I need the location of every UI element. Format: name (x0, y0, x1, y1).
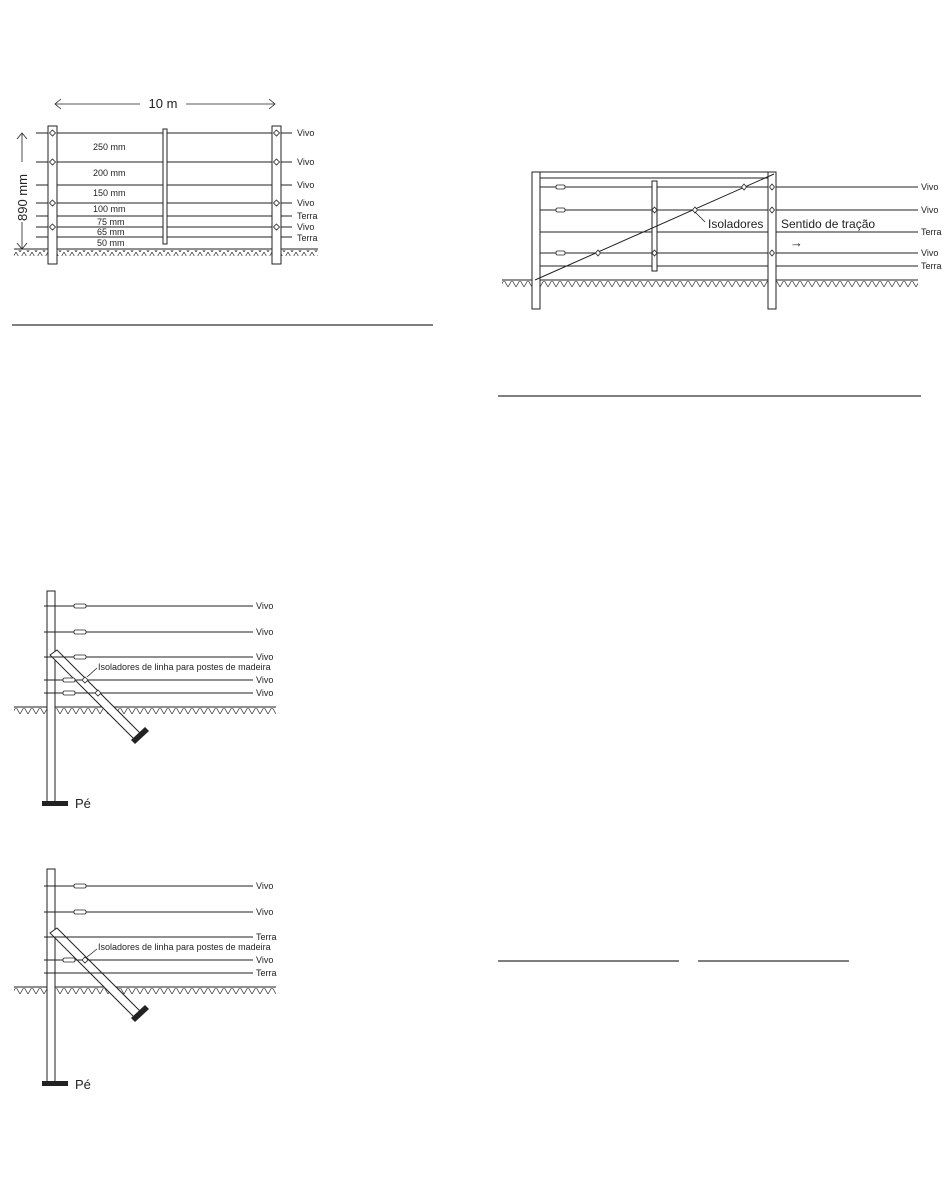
foot-label: Pé (75, 1077, 91, 1092)
end-post-left (48, 126, 57, 264)
wire-label: Terra (297, 233, 318, 243)
wire-label: Vivo (297, 222, 315, 232)
wire-label: Vivo (256, 907, 274, 917)
line-post (47, 591, 55, 802)
dropper-post (163, 129, 167, 244)
line-post (47, 869, 55, 1082)
post-foot (42, 1081, 68, 1086)
wire-label: Vivo (256, 955, 274, 965)
wire-label: Terra (921, 261, 942, 271)
end-post-right (272, 126, 281, 264)
span-label: 10 m (148, 96, 178, 111)
spacing-label: 65 mm (97, 227, 125, 237)
wire-label: Vivo (921, 205, 939, 215)
insulator-callout: Isoladores de linha para postes de madeira (98, 662, 271, 672)
braced-post-diagram-live (14, 591, 276, 811)
spacing-label: 75 mm (97, 217, 125, 227)
foot-label: Pé (75, 796, 91, 811)
strainer-post-right (768, 172, 776, 309)
wire-label: Vivo (256, 601, 274, 611)
wire-label: Vivo (297, 198, 315, 208)
top-rail (540, 172, 768, 178)
strainer-post-left (532, 172, 540, 309)
wire-label: Vivo (921, 182, 939, 192)
direction-label: Sentido de tração (781, 217, 876, 231)
height-label: 890 mm (15, 174, 30, 221)
wire-label: Vivo (297, 180, 315, 190)
wire-label: Terra (921, 227, 942, 237)
braced-post-diagram-earth (14, 869, 277, 1092)
wire-label: Terra (297, 211, 318, 221)
wire-label: Vivo (256, 881, 274, 891)
spacing-label: 200 mm (93, 168, 126, 178)
wire-label: Vivo (297, 157, 315, 167)
strainer-diagram (502, 172, 942, 309)
spacing-label: 100 mm (93, 204, 126, 214)
direction-arrow: → (790, 235, 803, 250)
insulator-callout: Isoladores de linha para postes de madeira (98, 942, 271, 952)
offset-insulators (556, 185, 565, 255)
wire-label: Vivo (256, 652, 274, 662)
spacing-label: 150 mm (93, 188, 126, 198)
wire-label: Terra (256, 932, 277, 942)
wire-label: Vivo (921, 248, 939, 258)
spacing-label: 50 mm (97, 238, 125, 248)
wire-label: Vivo (297, 128, 315, 138)
wire-label: Terra (256, 968, 277, 978)
ground-hatch (502, 281, 918, 287)
spacing-diagram (14, 96, 318, 264)
post-foot (42, 801, 68, 806)
wire-label: Vivo (256, 688, 274, 698)
wire-label: Vivo (256, 675, 274, 685)
insulators-label: Isoladores (708, 217, 764, 231)
spacing-label: 250 mm (93, 142, 126, 152)
wire-label: Vivo (256, 627, 274, 637)
